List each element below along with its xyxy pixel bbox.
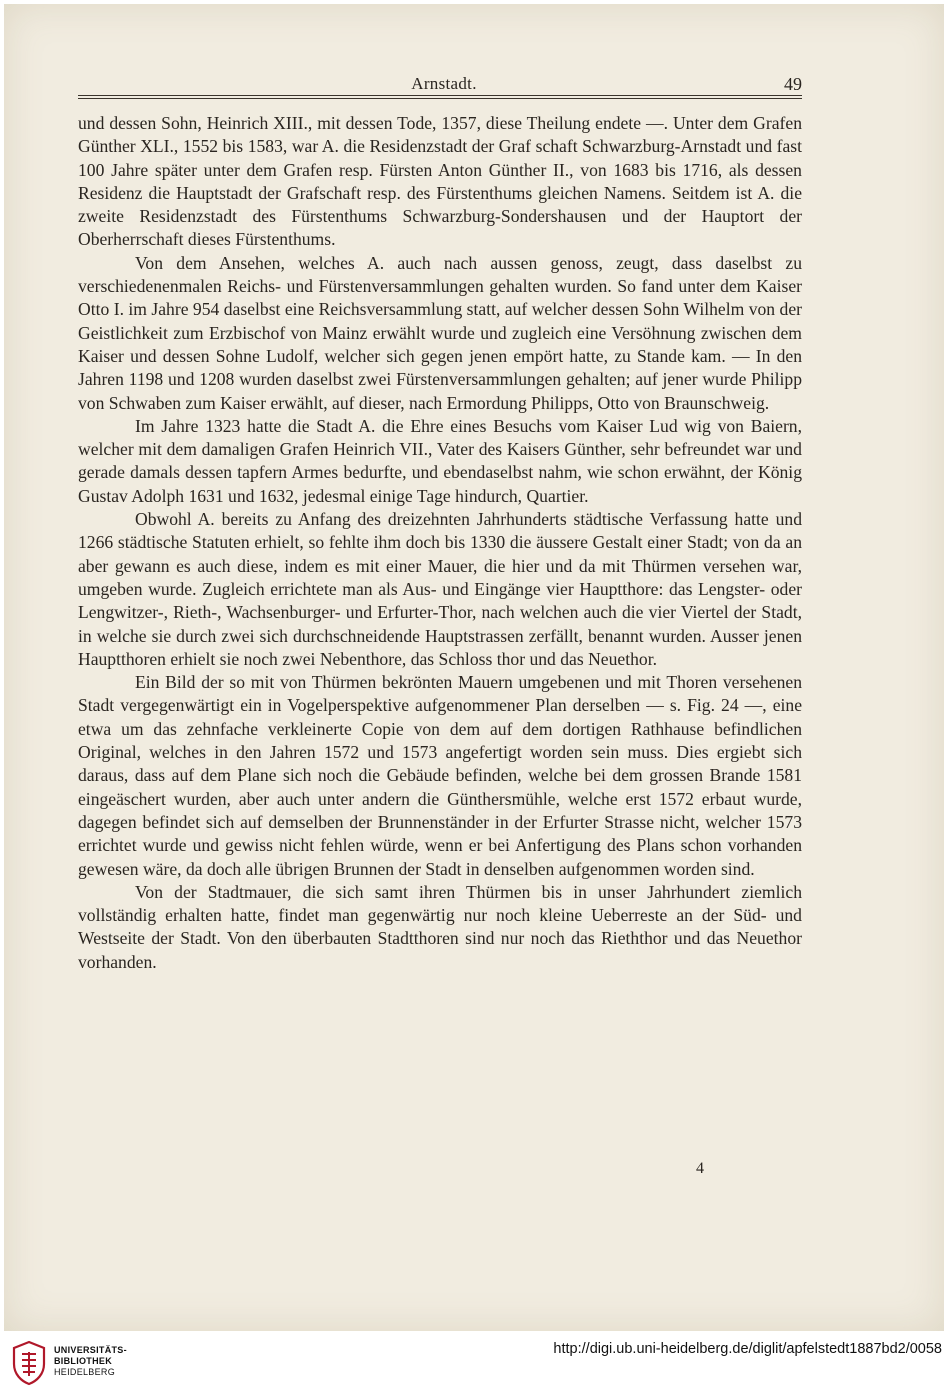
body-text: [78, 112, 802, 974]
header-rule: [78, 95, 802, 99]
page-number: 49: [784, 74, 802, 94]
running-title: Arnstadt.: [411, 74, 477, 93]
paragraph-5: Ein Bild der so mit von Thürmen bekrönten Mauern umgebenen und mit Thoren versehenen Stadt vergegenwärtigt ein in Vogelperspektive aufgenommener Plan derselben — s. Fig. 24 —, eine etwa um das zehnfache verkleinerte Copie von dem auf dem dortigen Rathhause befindlichen Original, welches in den Jahren 1572 und 1573 angefertigt worden sein muss. Dies ergiebt sich daraus, dass auf dem Plane sich noch die Gebäude befinden, welche bei dem grossen Brande 1581 eingeäschert wurden, aber auch unter andern die Günthersmühle, welche erst 1572 erbaut wurde, dagegen befindet sich auf demselben der Brunnenständer in der Erfurter Strasse nicht, welcher 1573 errichtet wurde und gewiss nicht fehlen würde, wenn er bei Anfertigung des Plans schon vorhanden gewesen wäre, da doch alle übrigen Brunnen der Stadt in denselben aufgenommen worden sind.: [78, 672, 803, 879]
university-library-logo-icon[interactable]: [10, 1340, 48, 1386]
paragraph-2: Von dem Ansehen, welches A. auch nach aussen genoss, zeugt, dass daselbst zu verschiedenenmalen Reichs- und Fürstenversammlungen gehalten wurden. So fand unter dem Kaiser Otto I. im Jahre 954 daselbst eine Reichsversammlung statt, auf welcher dessen Sohn Wilhelm von der Geistlichkeit zum Erzbischof von Mainz erwählt wurde und zugleich eine Versöhnung zwischen dem Kaiser und dessen Sohne Ludolf, welcher sich gegen jenen empört hatte, zu Stande kam. — In den Jahren 1198 und 1208 wurden daselbst zwei Fürstenversammlungen gehalten; auf jener wurde Philipp von Schwaben zum Kaiser erwählt, auf dieser, nach Ermordung Philipps, Otto von Braunschweig.: [78, 252, 802, 413]
library-name: UNIVERSITÄTS- BIBLIOTHEK HEIDELBERG: [54, 1345, 127, 1377]
signature-mark: 4: [696, 1160, 704, 1177]
source-url-link[interactable]: http://digi.ub.uni-heidelberg.de/diglit/apfelstedt1887bd2/0058: [553, 1341, 942, 1357]
paragraph-4: Obwohl A. bereits zu Anfang des dreizehnten Jahrhunderts städtische Verfassung hatte und 1266 städtische Statuten erhielt, so fehlte ihm doch bis 1330 die äussere Gestalt einer Stadt; von da an aber gewann es auch diese, indem es mit einer Mauer, die hier und da mit Thürmen versehen war, umgeben wurde. Zugleich errichtete man als Aus- und Eingänge vier Hauptthore: das Lengster- oder Lengwitzer-, Rieth-, Wachsenburger- und Erfurter-Thor, nach welchen auch die vier Viertel der Stadt, in welche sie durch zwei sich durchschneidende Hauptstrassen zerfällt, benannt wurden. Ausser jenen Hauptthoren erhielt sie noch zwei Nebenthore, das Schloss thor und das Neuethor.: [78, 509, 802, 669]
paragraph-1: und dessen Sohn, Heinrich XIII., mit dessen Tode, 1357, diese Theilung endete —. Unter dem Grafen Günther XLI., 1552 bis 1583, war A. die Residenzstadt der Graf schaft Schwarzburg-Arnstadt und fast 100 Jahre später unter dem Grafen resp. Fürsten Anton Günther II., von 1683 bis 1716, als dessen Residenz die Hauptstadt der Grafschaft resp. des Fürstenthums gleichen Namens. Seitdem ist A. die zweite Residenzstadt des Fürstenthums Schwarzburg-Sondershausen und der Hauptort der Oberherrschaft dieses Fürstenthums.: [78, 113, 803, 250]
running-head: [82, 74, 806, 96]
paragraph-3: Im Jahre 1323 hatte die Stadt A. die Ehre eines Besuchs vom Kaiser Lud wig von Baiern, welcher mit dem damaligen Grafen Heinrich VII., Vater des Kaisers Günther, sehr befreundet war und gerade damals dessen tapfern Armes bedurfte, und ebendaselbst nahm, wie schon erwähnt, der König Gustav Adolph 1631 und 1632, jedesmal einige Tage hindurch, Quartier.: [78, 415, 803, 506]
viewer-footer: [0, 1333, 948, 1397]
paragraph-6: Von der Stadtmauer, die sich samt ihren Thürmen bis in unser Jahrhundert ziemlich vollständig erhalten hatte, findet man gegenwärtig nur noch kleine Ueberreste an der Süd- und Westseite der Stadt. Von den überbauten Stadtthoren sind nur noch das Rieththor und das Neuethor vorhanden.: [78, 881, 802, 972]
